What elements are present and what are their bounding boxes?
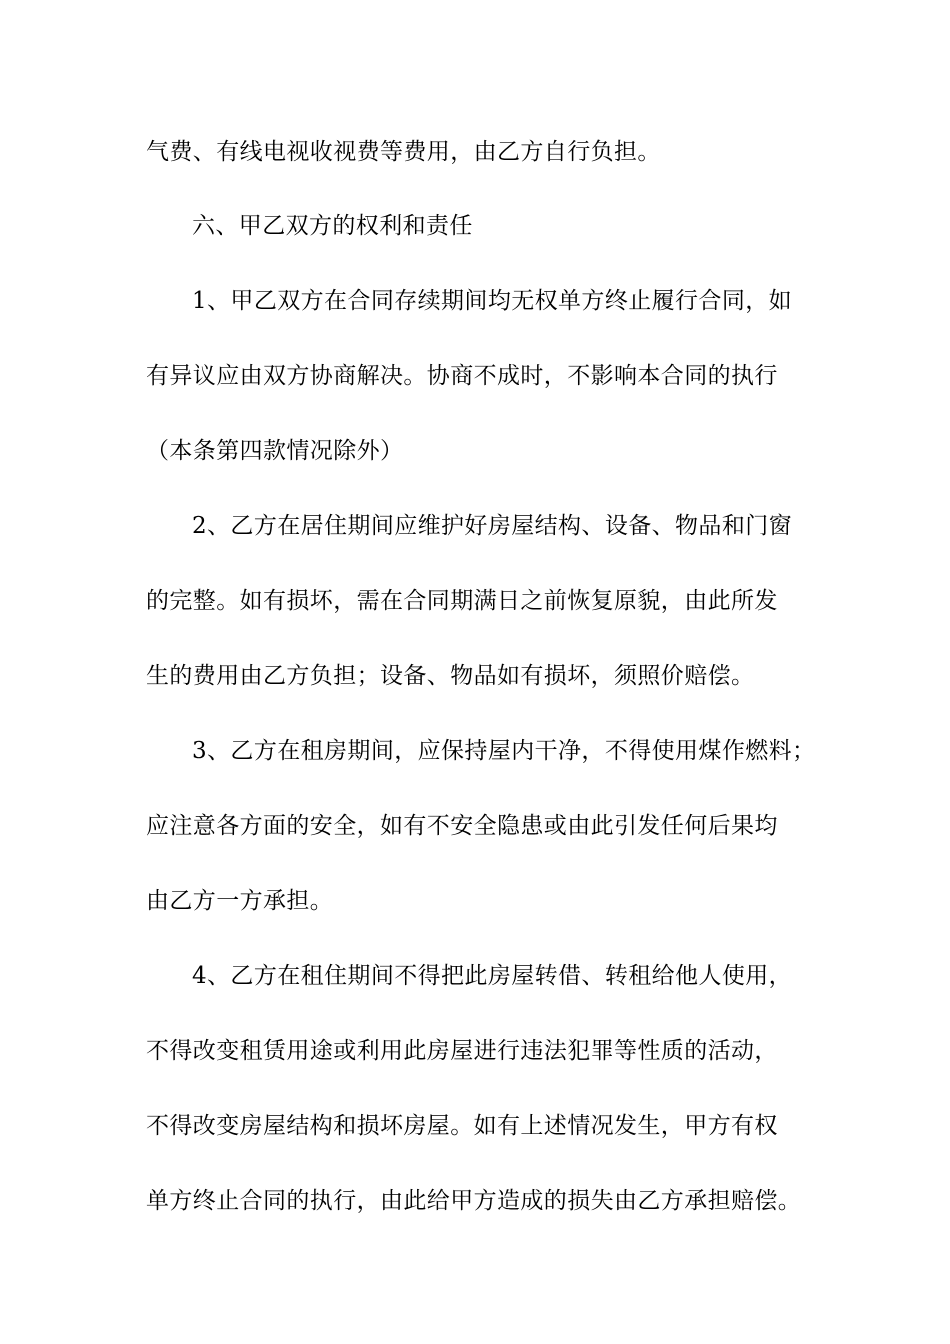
text-line: 气费、有线电视收视费等费用，由乙方自行负担。: [146, 139, 661, 165]
text-line: 单方终止合同的执行，由此给甲方造成的损失由乙方承担赔偿。: [146, 1188, 802, 1214]
text-line: 2、乙方在居住期间应维护好房屋结构、设备、物品和门窗: [192, 513, 793, 539]
text-line: 由乙方一方承担。: [146, 888, 334, 914]
text-line: 不得改变房屋结构和损坏房屋。如有上述情况发生，甲方有权: [146, 1113, 778, 1139]
section-heading: 六、甲乙双方的权利和责任: [192, 213, 473, 239]
text-line: （本条第四款情况除外）: [146, 438, 404, 464]
text-line: 4、乙方在租住期间不得把此房屋转借、转租给他人使用，: [192, 963, 793, 989]
text-line: 生的费用由乙方负担；设备、物品如有损坏，须照价赔偿。: [146, 663, 755, 689]
text-line: 1、甲乙双方在合同存续期间均无权单方终止履行合同，如: [192, 288, 793, 314]
text-line: 有异议应由双方协商解决。协商不成时，不影响本合同的执行: [146, 363, 778, 389]
text-line: 应注意各方面的安全，如有不安全隐患或由此引发任何后果均: [146, 813, 778, 839]
text-line: 的完整。如有损坏，需在合同期满日之前恢复原貌，由此所发: [146, 588, 778, 614]
text-line: 3、乙方在租房期间，应保持屋内干净，不得使用煤作燃料；: [192, 738, 816, 764]
text-line: 不得改变租赁用途或利用此房屋进行违法犯罪等性质的活动，: [146, 1038, 778, 1064]
